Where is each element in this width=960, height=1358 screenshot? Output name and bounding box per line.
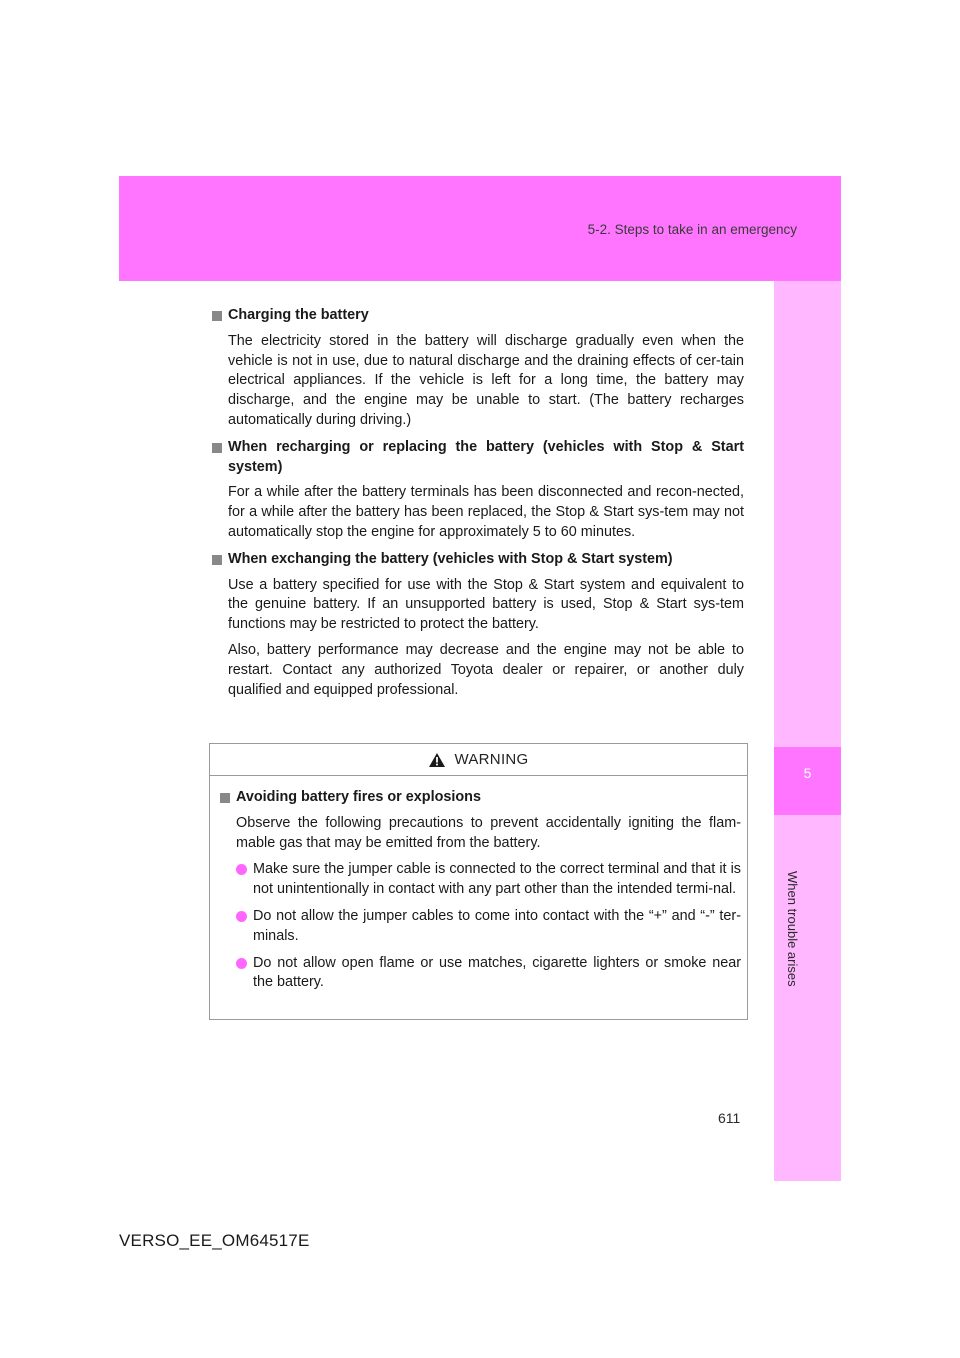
section-title: 5-2. Steps to take in an emergency: [587, 222, 797, 237]
square-bullet-icon: [212, 311, 222, 321]
circle-bullet-icon: [236, 864, 247, 875]
circle-bullet-icon: [236, 958, 247, 969]
section-paragraph: The electricity stored in the battery will discharge gradually even when the vehicle is not in use, due to natural discharge and the draining effects of cer-tain electrical appliances. If the vehicle is left for a long time, the battery may discharge, and the engine may be unable to start. (The battery recharges automatically during driving.): [228, 332, 744, 428]
square-bullet-icon: [212, 555, 222, 565]
warning-box: [209, 743, 748, 1020]
chapter-number: 5: [774, 747, 841, 815]
circle-bullet-icon: [236, 911, 247, 922]
main-content: [212, 306, 744, 707]
section-heading: Charging the battery: [228, 307, 369, 323]
page-number: 611: [718, 1110, 741, 1126]
list-item: Do not allow open flame or use matches, cigarette lighters or smoke near the battery.: [236, 954, 741, 994]
list-item: Do not allow the jumper cables to come into contact with the “+” and “-” ter-minals.: [236, 907, 741, 947]
warning-title: WARNING: [454, 751, 529, 768]
section-charging: [212, 306, 744, 431]
square-bullet-icon: [212, 443, 222, 453]
section-recharging: [212, 438, 744, 543]
header-band: [119, 176, 841, 281]
list-item: Make sure the jumper cable is connected to the correct terminal and that it is not unintentionally in contact with any part other than the intended termi-nal.: [236, 860, 741, 900]
warning-triangle-icon: [428, 752, 446, 768]
section-exchanging: [212, 550, 744, 701]
chapter-label: When trouble arises: [785, 871, 800, 987]
warning-intro: Observe the following precautions to prevent accidentally igniting the flam-mable gas that may be emitted from the battery.: [236, 814, 741, 851]
chapter-side-tab: [774, 281, 841, 1181]
section-paragraph: Use a battery specified for use with the Stop & Start system and equivalent to the genuine battery. If an unsupported battery is used, Stop & Start sys-tem functions may be restricted to protect the battery.: [228, 576, 744, 633]
section-paragraph: For a while after the battery terminals has been disconnected and recon-nected, for a while after the battery has been replaced, the Stop & Start sys-tem may not automatically stop the engine for approximately 5 to 60 minutes.: [228, 484, 744, 540]
section-heading: When exchanging the battery (vehicles with Stop & Start system): [228, 550, 673, 567]
section-paragraph: Also, battery performance may decrease and the engine may not be able to restart. Contact any authorized Toyota dealer or repairer, or another duly qualified and equipped professional.: [228, 641, 744, 698]
warning-heading: Avoiding battery fires or explosions: [236, 789, 481, 805]
footer-code: VERSO_EE_OM64517E: [119, 1231, 310, 1250]
section-heading: When recharging or replacing the battery (vehicles with Stop & Start system): [228, 438, 744, 475]
warning-body: [210, 776, 747, 993]
square-bullet-icon: [220, 793, 230, 803]
warning-header: [210, 744, 747, 776]
